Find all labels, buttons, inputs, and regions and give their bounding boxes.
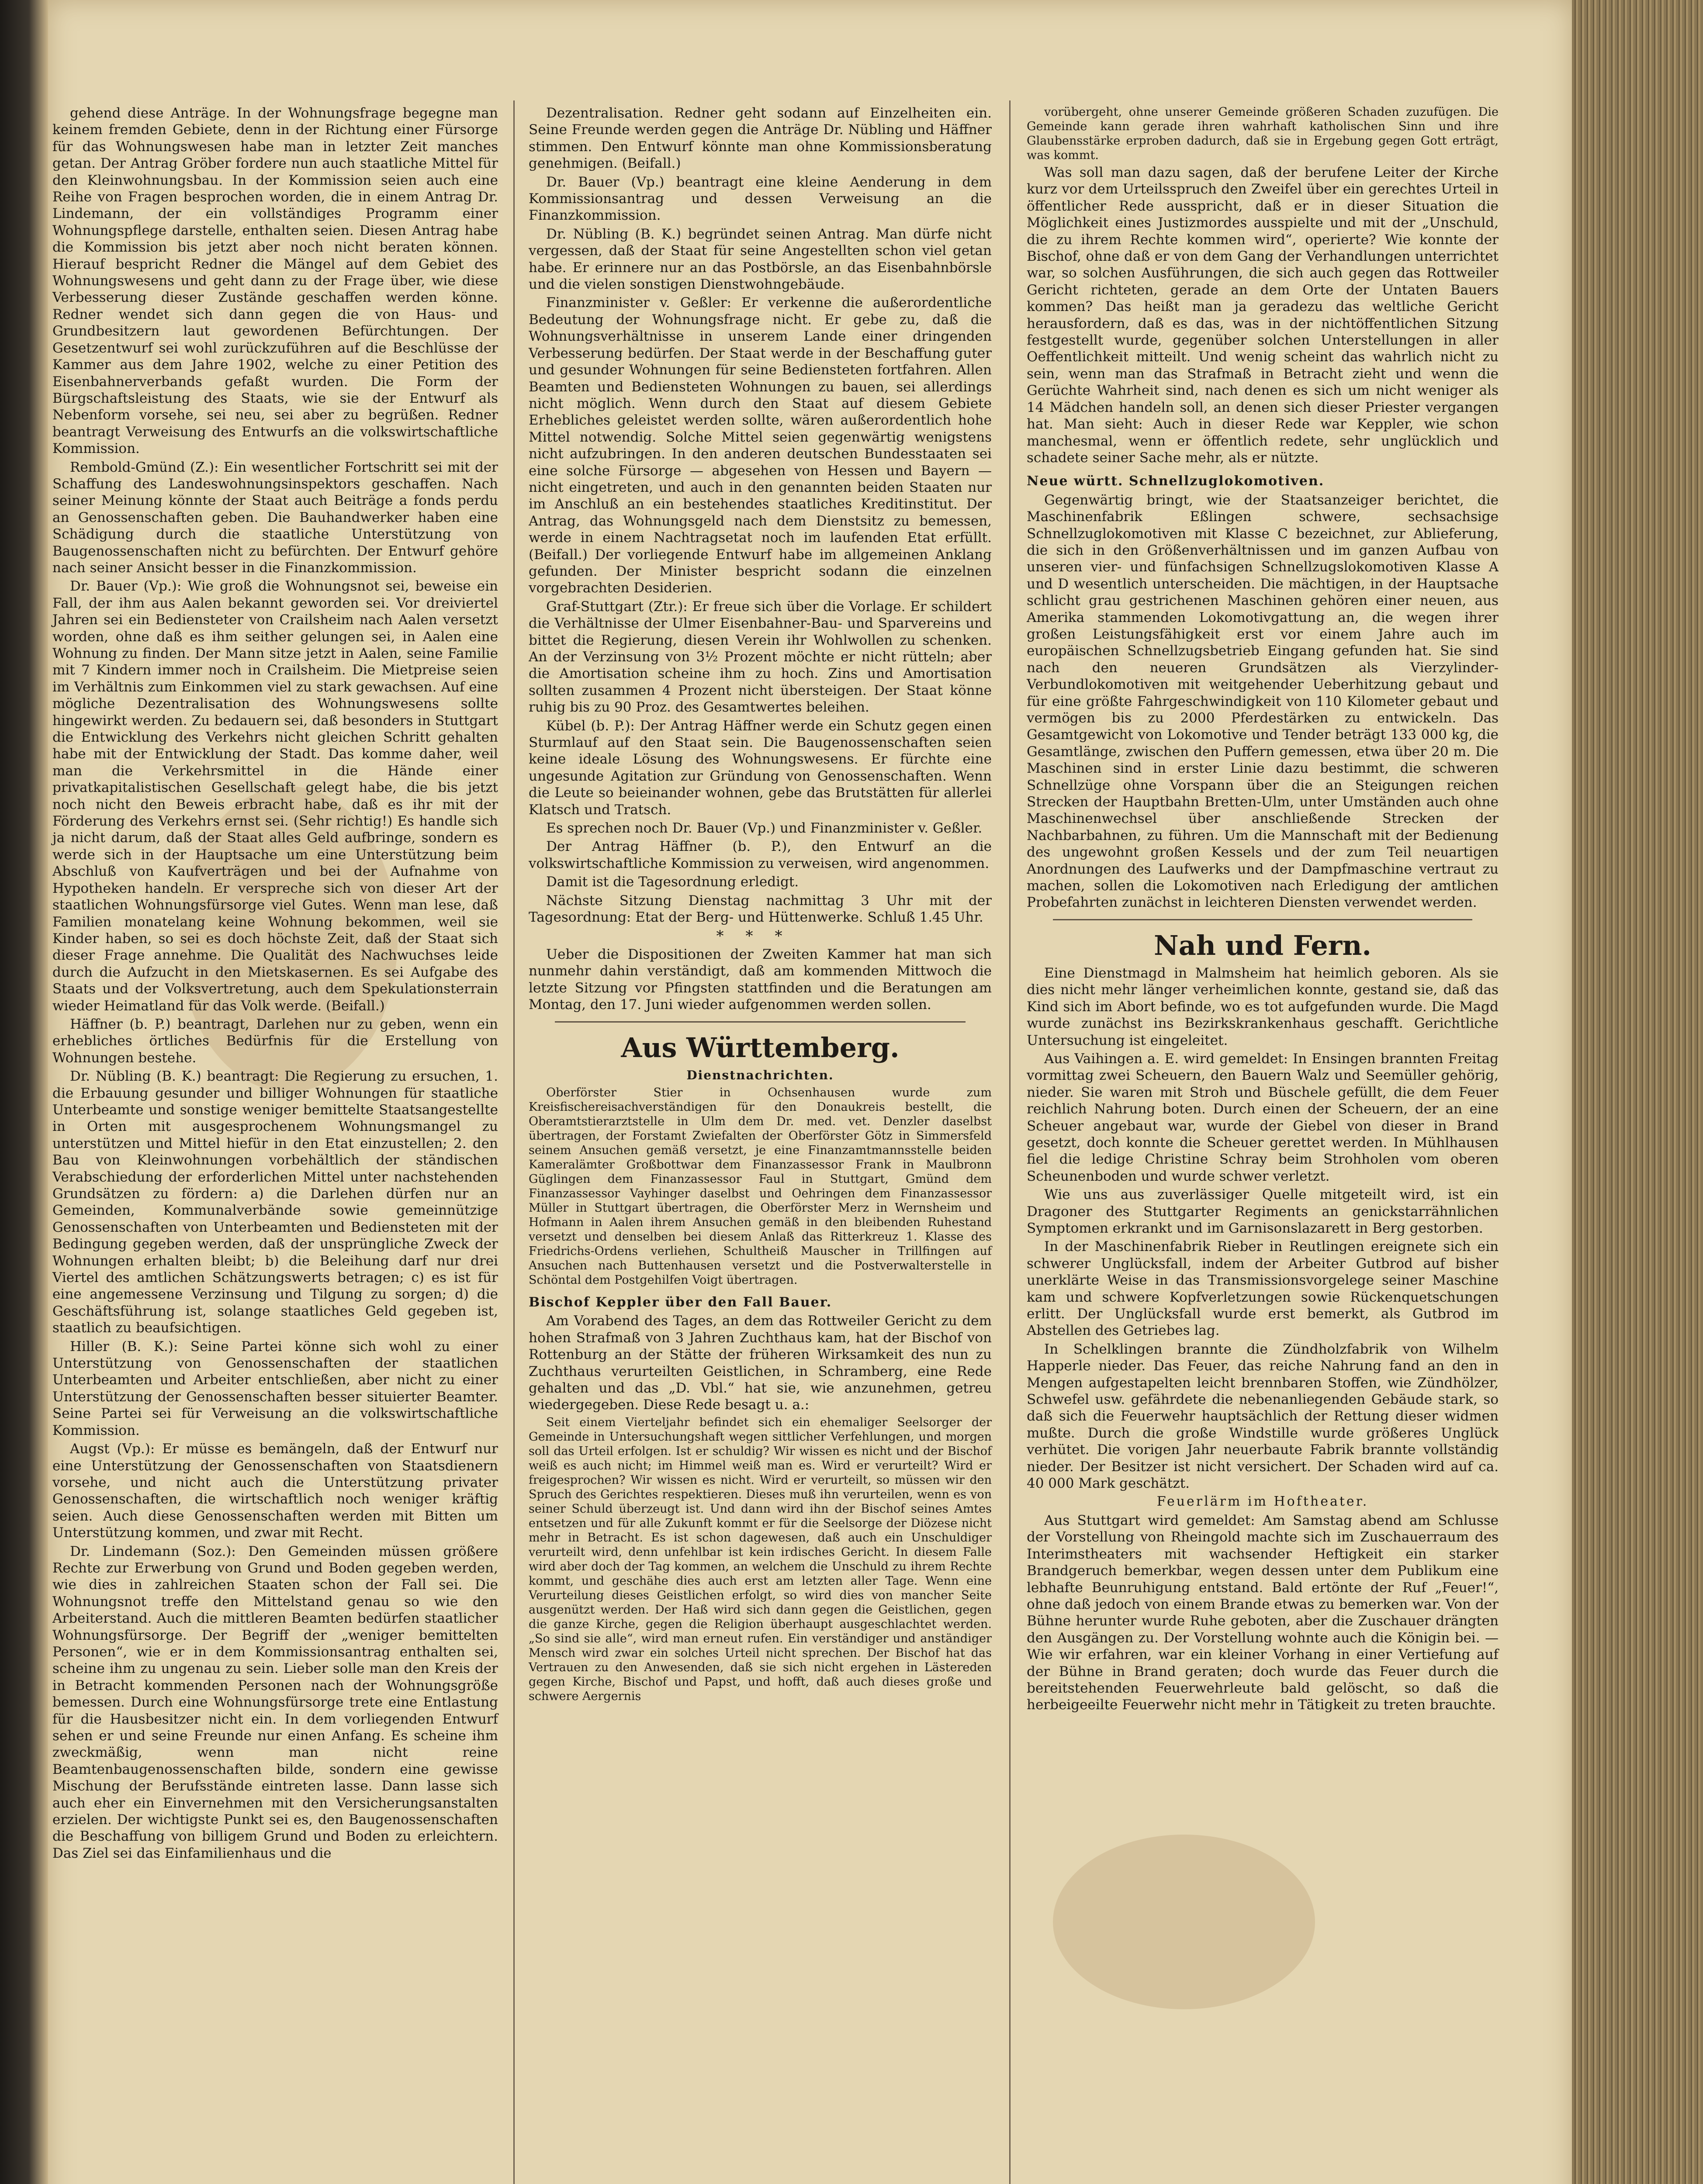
paragraph: Finanzminister v. Geßler: Er verkenne die außerordentliche Bedeutung der Wohnungsfrage nicht. Er gebe zu, daß die Wohnungsverhältnisse in unserem Lande einer dringenden Verbesserung bedürfen. Der Staat werde in der Beschaffung guter und gesunder Wohnungen für seine Bediensteten fortfahren. Allen Beamten und Bediensteten Wohnungen zu bauen, sei allerdings nicht möglich. Wenn durch den Staat auf diesem Gebiete Erhebliches geleistet werden sollte, wären außerordentlich hohe Mittel notwendig. Solche Mittel seien gegenwärtig wenigstens nicht aufzubringen. In den anderen deutschen Bundesstaaten sei eine solche Fürsorge — abgesehen von Hessen und Bayern — nicht eingetreten, und auch in den genannten beiden Staaten nur im Anschluß an ein bestehendes staatliches Kreditinstitut. Der Antrag, das Wohnungsgeld nach dem Dienstsitz zu bemessen, werde in einem Nachtragsetat noch im laufenden Etat erfüllt. (Beifall.) Der vorliegende Entwurf habe im allgemeinen Anklang gefunden. Der Minister bespricht sodann die einzelnen vorgebrachten Desiderien. [529, 295, 992, 596]
paragraph: In der Maschinenfabrik Rieber in Reutlingen ereignete sich ein schwerer Unglücksfall, indem der Arbeiter Gutbrod auf bisher unerklärte Weise in das Transmissionsvorgelege seiner Maschine kam und schwere Kopfverletzungen sowie Rückenquetschungen erlitt. Der Unglücksfall wurde erst bemerkt, als Gutbrod im Abstellen des Getriebes lag. [1027, 1239, 1499, 1339]
paragraph: Ueber die Dispositionen der Zweiten Kammer hat man sich nunmehr dahin verständigt, daß am kommenden Mittwoch die letzte Sitzung vor Pfingsten stattfinden und die Beratungen am Montag, den 17. Juni wieder aufgenommen werden sollen. [529, 946, 992, 1013]
paragraph: Dezentralisation. Redner geht sodann auf Einzelheiten ein. Seine Freunde werden gegen die Anträge Dr. Nübling und Häffner stimmen. Den Entwurf könnte man ohne Kommissionsberatung genehmigen. (Beifall.) [529, 105, 992, 172]
section-rule [1053, 919, 1472, 920]
column-3 [1027, 105, 1499, 1715]
paragraph: Der Antrag Häffner (b. P.), den Entwurf an die volkswirtschaftliche Kommission zu verweisen, wird angenommen. [529, 839, 992, 871]
article-title: Feuerlärm im Hoftheater. [1156, 1494, 1369, 1510]
section-heading: Nah und Fern. [1154, 929, 1371, 961]
paragraph: Es sprechen noch Dr. Bauer (Vp.) und Finanzminister v. Geßler. [546, 820, 983, 836]
paragraph: Oberförster Stier in Ochsenhausen wurde zum Kreisfischereisachverständigen für den Donaukreis bestellt, die Oberamtstierarztstelle in Ulm dem Dr. med. vet. Denzler daselbst übertragen, der Forstamt Zwiefalten der Oberförster Götz in Simmersfeld seinem Ansuchen gemäß versetzt, je eine Finanzamtmannsstelle beiden Kameralämter Großbottwar dem Finanzassessor Frank in Maulbronn Güglingen dem Finanzassessor Faul in Stuttgart, Gmünd dem Finanzassessor Vayhinger daselbst und Oehringen dem Finanzassessor Müller in Stuttgart übertragen, die Oberförster Merz in Wernsheim und Hofmann in Aalen ihrem Ansuchen gemäß in den bleibenden Ruhestand versetzt und denselben bei diesem Anlaß das Ritterkreuz 1. Klasse des Friedrichs-Ordens verliehen, Schultheiß Mauscher in Trillfingen auf Ansuchen nach Buttenhausen versetzt und die Postverwalterstelle in Schöntal dem Postgehilfen Voigt übertragen. [529, 1085, 992, 1287]
paragraph: Hiller (B. K.): Seine Partei könne sich wohl zu einer Unterstützung von Genossenschaften der staatlichen Unterbeamten und Arbeiter entschließen, aber nicht zu einer Unterstützung der Genossenschaften besser situierter Beamter. Seine Partei sei für Verweisung an die volkswirtschaftliche Kommission. [52, 1338, 498, 1438]
paper-stain [1053, 1835, 1315, 2009]
paragraph: Rembold-Gmünd (Z.): Ein wesentlicher Fortschritt sei mit der Schaffung des Landeswohnungsinspektors geschaffen. Nach seiner Meinung könnte der Staat auch Beiträge a fonds perdu an Genossenschaften geben. Die Bauhandwerker haben eine Schädigung durch die staatliche Unterstützung von Baugenossenschaften nicht zu befürchten. Der Entwurf gehöre nach seiner Ansicht besser in die Finanzkommission. [52, 459, 498, 576]
column-rule [1009, 100, 1011, 2184]
paragraph: Was soll man dazu sagen, daß der berufene Leiter der Kirche kurz vor dem Urteilsspruch den Zweifel über ein gerechtes Urteil in öffentlicher Rede ausspricht, daß er in dieser Situation die Möglichkeit eines Justizmordes ausspielte und mit der „Unschuld, die zu ihrem Rechte kommen wird“, operierte? Wie konnte der Bischof, ohne daß er von dem Gang der Verhandlungen unterrichtet war, so solchen Ausführungen, die sich auch gegen das Rottweiler Gericht richteten, gerade an dem Orte der Untaten Bauers kommen? Das heißt man ja geradezu das weltliche Gericht herausfordern, daß es das, was in der nichtöffentlichen Sitzung festgestellt wurde, gegenüber solchen Unterstellungen in aller Oeffentlichkeit mitteilt. Und wenig scheint das wahrlich nicht zu sein, wenn man das Strafmaß in Betracht zieht und wenn die Gerüchte Wahrheit sind, nach denen es sich um nicht weniger als 14 Mädchen handeln soll, an denen sich dieser Priester vergangen hat. Man sieht: Auch in dieser Rede war Keppler, wie schon manchesmal, wenn er öffentlich redete, sehr unglücklich und schadete seiner Sache mehr, als er nützte. [1027, 165, 1499, 466]
paragraph: Nächste Sitzung Dienstag nachmittag 3 Uhr mit der Tagesordnung: Etat der Berg- und Hüttenwerke. Schluß 1.45 Uhr. [529, 892, 992, 926]
paragraph: Dr. Nübling (B. K.) beantragt: Die Regierung zu ersuchen, 1. die Erbauung gesunder und billiger Wohnungen für staatliche Unterbeamte und sonstige weniger bemittelte Staatsangestellte in Orten mit ausgesprochenem Wohnungsmangel zu unterstützen und Mittel hiefür in den Etat einzustellen; 2. den Bau von Kleinwohnungen vorbehältlich der ständischen Verabschiedung der erforderlichen Mittel unter nachstehenden Grundsätzen zu fördern: a) die Darlehen dürfen nur an Gemeinden, Kommunalverbände sowie gemeinnützige Genossenschaften von Unterbeamten und Bediensteten mit der Bedingung gegeben werden, daß der unsprüngliche Zweck der Wohnungen erhalten bleibt; b) die Beleihung darf nur drei Viertel des amtlichen Schätzungswerts betragen; c) es ist für eine angemessene Verzinsung und Tilgung zu sorgen; d) die Geschäftsführung ist, solange staatliches Geld gegeben ist, staatlich zu beaufsichtigen. [52, 1068, 498, 1336]
paragraph: Dr. Nübling (B. K.) begründet seinen Antrag. Man dürfe nicht vergessen, daß der Staat für seine Angestellten schon viel getan habe. Er erinnere nur an das Postbörsle, an das Eisenbahnbörsle und die vielen sonstigen Dienstwohngebäude. [529, 226, 992, 293]
section-heading: Aus Württemberg. [621, 1031, 900, 1064]
paragraph: vorübergeht, ohne unserer Gemeinde größeren Schaden zuzufügen. Die Gemeinde kann gerade ihren wahrhaft katholischen Sinn und ihre Glaubensstärke erproben dadurch, daß sie in Ergebung gegen Gott erträgt, was kommt. [1027, 105, 1499, 162]
newspaper-page [48, 0, 1572, 2184]
paragraph: Aus Vaihingen a. E. wird gemeldet: In Ensingen brannten Freitag vormittag zwei Scheuern, den Bauern Walz und Seemüller gehörig, nieder. Sie waren mit Stroh und Büschele gefüllt, die dem Feuer reichlich Nahrung boten. Durch einen der Scheuern, der an eine Scheuer angebaut war, wurde der Giebel von dieser in Brand gesetzt, doch konnte die Scheuer gerettet werden. In Mühlhausen fiel die ledige Christine Schray beim Strohholen vom oberen Scheunenboden und wurde schwer verletzt. [1027, 1051, 1499, 1184]
paragraph: Damit ist die Tagesordnung erledigt. [546, 874, 799, 890]
paragraph: Gegenwärtig bringt, wie der Staatsanzeiger berichtet, die Maschinenfabrik Eßlingen schwere, sechsachsige Schnellzuglokomotiven mit Klasse C bezeichnet, zur Ablieferung, die sich in den Größenverhältnissen und im ganzen Aufbau von unseren vier- und fünfachsigen Schnellzugslokomotiven Klasse A und D wesentlich unterscheiden. Die mächtigen, in der Hauptsache schlicht grau gestrichenen Maschinen gehören einer neuen, aus Amerika stammenden Lokomotivgattung an, die wegen ihrer großen Leistungsfähigkeit erst vor einem Jahre auch im europäischen Schnellzugsbetrieb Eingang gefunden hat. Sie sind nach den neueren Grundsätzen als Vierzylinder-Verbundlokomotiven mit weitgehender Ueberhitzung gebaut und für eine größte Fahrgeschwindigkeit von 110 Kilometer gebaut und vermögen bis zu 2000 Pferdestärken zu entwickeln. Das Gesamtgewicht von Lokomotive und Tender beträgt 133 000 kg, die Gesamtlänge, zwischen den Puffern gemessen, etwa über 20 m. Die Maschinen sind in erster Linie dazu bestimmt, die schweren Schnellzüge ohne Vorspann über die an Steigungen reichen Strecken der Hauptbahn Bretten-Ulm, unter Umständen auch ohne Maschinenwechsel über anschließende Strecken der Nachbarbahnen, zu führen. Um die Mannschaft mit der Bedienung des ungewohnt großen Kessels und der zum Teil neuartigen Anordnungen des Laufwerks und der Dampfmaschine vertraut zu machen, sollen die Lokomotiven nach Erledigung der amtlichen Probefahrten zunächst in leichteren Diensten verwendet werden. [1027, 492, 1499, 911]
paragraph: Graf-Stuttgart (Ztr.): Er freue sich über die Vorlage. Er schildert die Verhältnisse der Ulmer Eisenbahner-Bau- und Sparvereins und bittet die Regierung, diesen Verein ihr Wohlwollen zu schenken. An der Verzinsung von 3½ Prozent möchte er nicht rütteln; aber die Amortisation scheine ihm zu hoch. Zins und Amortisation sollten zusammen 4 Prozent nicht übersteigen. Der Staat könne ruhig bis zu 90 Proz. des Gesamtwertes beleihen. [529, 598, 992, 715]
paragraph: In Schelklingen brannte die Zündholzfabrik von Wilhelm Happerle nieder. Das Feuer, das reiche Nahrung fand an den in Mengen aufgestapelten leicht brennbaren Stoffen, wie Zündhölzer, Schwefel usw. gefährdete die nebenanliegenden Gebäude stark, so daß sich die Feuerwehr hauptsächlich der Rettung dieser widmen mußte. Durch die große Windstille wurde größeres Unglück verhütet. Die vorigen Jahr neuerbaute Fabrik brannte vollständig nieder. Der Besitzer ist nicht versichert. Der Schaden wird auf ca. 40 000 Mark geschätzt. [1027, 1341, 1499, 1492]
paragraph: Kübel (b. P.): Der Antrag Häffner werde ein Schutz gegen einen Sturmlauf auf den Staat sein. Die Baugenossenschaften seien keine ideale Lösung des Wohnungswesens. Er fürchte eine ungesunde Agitation zur Gründung von Genossenschaften. Wenn die Leute so beieinander wohnen, gebe das Brutstätten für allerlei Klatsch und Tratsch. [529, 718, 992, 818]
column-rule [513, 100, 515, 2184]
article-title: Neue württ. Schnellzuglokomotiven. [1027, 473, 1325, 489]
section-divider-stars: *** [716, 927, 804, 945]
paragraph: Dr. Bauer (Vp.) beantragt eine kleine Aenderung in dem Kommissionsantrag und dessen Verweisung an die Finanzkommission. [529, 174, 992, 224]
paragraph: Wie uns aus zuverlässiger Quelle mitgeteilt wird, ist ein Dragoner des Stuttgarter Regiments an genickstarrähnlichen Symptomen erkrankt und im Garnisonslazarett in Berg gestorben. [1027, 1187, 1499, 1236]
column-1 [52, 105, 498, 1863]
paragraph: Dr. Lindemann (Soz.): Den Gemeinden müssen größere Rechte zur Erwerbung von Grund und Boden gegeben werden, wie dies in zahlreichen Staaten schon der Fall sei. Die Wohnungsnot treffe den Mittelstand genau so wie den Arbeiterstand. Auch die mittleren Beamten bedürfen staatlicher Wohnungsfürsorge. Der Begriff der „weniger bemittelten Personen“, wie er in dem Kommissionsantrag enthalten sei, scheine ihm zu ungenau zu sein. Lieber solle man den Kreis der in Betracht kommenden Personen nach der Wohnungsgröße bemessen. Durch eine Wohnungsfürsorge trete eine Entlastung für die Hausbesitzer nicht ein. In dem vorliegenden Entwurf sehen er und seine Freunde nur einen Anfang. Es scheine ihm zweckmäßig, wenn man nicht reine Beamtenbaugenossenschaften bilde, sondern eine gewisse Mischung der Berufsstände eintreten lasse. Dann lasse sich auch eher ein Einvernehmen mit den Versicherungsanstalten erzielen. Der wichtigste Punkt sei es, den Baugenossenschaften die Beschaffung von billigem Grund und Boden zu erleichtern. Das Ziel sei das Einfamilienhaus und die [52, 1543, 498, 1861]
article-title: Bischof Keppler über den Fall Bauer. [529, 1294, 832, 1310]
paragraph: Augst (Vp.): Er müsse es bemängeln, daß der Entwurf nur eine Unterstützung der Genossenschaften von Staatsdienern vorsehe, und nicht auch die Unterstützung privater Genossenschaften, die wirtschaftlich noch weniger kräftig seien. Auch diese Genossenschaften werden mit Bitten um Unterstützung kommen, und zwar mit Recht. [52, 1441, 498, 1541]
paragraph: Aus Stuttgart wird gemeldet: Am Samstag abend am Schlusse der Vorstellung von Rheingold machte sich im Zuschauerraum des Interimstheaters mit wachsender Heftigkeit ein starker Brandgeruch bemerkbar, wegen dessen unter dem Publikum eine lebhafte Beunruhigung entstand. Bald ertönte der Ruf „Feuer!“, ohne daß jedoch von einem Brande etwas zu bemerken war. Von der Bühne herunter wurde Ruhe geboten, aber die Zuschauer drängten den Ausgängen zu. Der Vorstellung wohnte auch die Königin bei. — Wie wir erfahren, war ein kleiner Vorhang in einer Vertiefung auf der Bühne in Brand geraten; doch wurde das Feuer durch die bereitstehenden Feuerwehrleute bald gelöscht, so daß die herbeigeeilte Feuerwehr nicht mehr in Tätigkeit zu treten brauchte. [1027, 1512, 1499, 1713]
book-spine [0, 0, 48, 2184]
section-rule [555, 1021, 966, 1023]
section-subheading: Dienstnachrichten. [686, 1068, 834, 1082]
paragraph: gehend diese Anträge. In der Wohnungsfrage begegne man keinem fremden Gebiete, denn in der Richtung einer Fürsorge für das Wohnungswesen habe man in letzter Zeit manches getan. Der Antrag Gröber fordere nun auch staatliche Mittel für den Kleinwohnungsbau. In der Kommission seien auch eine Reihe von Fragen besprochen worden, die in einem Antrag Dr. Lindemann, der ein vollständiges Programm einer Wohnungspflege darstelle, enthalten seien. Diesen Antrag habe die Kommission bis jetzt aber noch nicht beraten können. Hierauf bespricht Redner die Mängel auf dem Gebiet des Wohnungswesens und geht dann zu der Frage über, wie diese Verbesserung dieser Zustände geschaffen werden könne. Redner wendet sich dann gegen die von Haus- und Grundbesitzern laut gewordenen Befürchtungen. Der Gesetzentwurf sei wohl zurückzuführen auf die Beschlüsse der Kammer aus dem Jahre 1902, welche zu einer Petition des Eisenbahnerverbands gefaßt wurden. Die Form der Bürgschaftsleistung des Staats, wie sie der Entwurf als Nebenform vorsehe, sei neu, sei aber zu begrüßen. Redner beantragt Verweisung des Entwurfs an die volkswirtschaftliche Kommission. [52, 105, 498, 457]
column-2 [529, 105, 992, 1705]
paragraph: Dr. Bauer (Vp.): Wie groß die Wohnungsnot sei, beweise ein Fall, der ihm aus Aalen bekannt geworden sei. Vor dreiviertel Jahren sei ein Bediensteter von Crailsheim nach Aalen versetzt worden, ohne daß es ihm seither gelungen sei, in Aalen eine Wohnung zu finden. Der Mann sitze jetzt in Aalen, seine Familie mit 7 Kindern immer noch in Crailsheim. Die Mietpreise seien im Verhältnis zum Einkommen viel zu stark gewachsen. Auf eine mögliche Dezentralisation des Wohnungswesens sollte hingewirkt werden. Zu bedauern sei, daß besonders in Stuttgart die Entwicklung des Verkehrs nicht gleichen Schritt gehalten habe mit der Entwicklung der Stadt. Das komme daher, weil man die Verkehrsmittel in die Hände einer privatkapitalistischen Gesellschaft gelegt habe, die bis jetzt noch nicht den Beweis erbracht habe, daß es ihr mit der Förderung des Verkehrs ernst sei. (Sehr richtig!) Es handle sich ja nicht darum, daß der Staat alles Geld aufbringe, sondern es werde sich in der Hauptsache um eine Unterstützung beim Abschluß von Kaufverträgen und bei der Aufnahme von Hypotheken handeln. Er verspreche sich von dieser Art der staatlichen Wohnungsfürsorge viel Gutes. Wenn man lese, daß Familien monatelang keine Wohnung bekommen, weil sie Kinder haben, so sei es doch höchste Zeit, daß der Staat sich dieser Frage annehme. Die Qualität des Nachwuchses leide durch die Aufzucht in den Mietskasernen. Es sei Aufgabe des Staats und der Volksvertretung, auch dem Spekulationsterrain wieder Heimatland für das Volk werde. (Beifall.) [52, 578, 498, 1014]
paragraph: Eine Dienstmagd in Malmsheim hat heimlich geboren. Als sie dies nicht mehr länger verheimlichen konnte, gestand sie, daß das Kind sich im Abort befinde, wo es tot aufgefunden wurde. Die Magd wurde zunächst ins Bezirkskrankenhaus geschafft. Gerichtliche Untersuchung ist eingeleitet. [1027, 965, 1499, 1048]
paragraph: Am Vorabend des Tages, an dem das Rottweiler Gericht zu dem hohen Strafmaß von 3 Jahren Zuchthaus kam, hat der Bischof von Rottenburg an der Stätte der früheren Wirksamkeit des nun zu Zuchthaus verurteilten Geistlichen, in Schramberg, eine Rede gehalten und das „D. Vbl.“ hat sie, wie anzunehmen, getreu wiedergegeben. Diese Rede besagt u. a.: [529, 1313, 992, 1413]
paragraph: Seit einem Vierteljahr befindet sich ein ehemaliger Seelsorger der Gemeinde in Untersuchungshaft wegen sittlicher Verfehlungen, und morgen soll das Urteil erfolgen. Ist er schuldig? Wir wissen es nicht und der Bischof weiß es auch nicht; im Himmel weiß man es. Wird er verurteilt? Wird er freigesprochen? Wir wissen es nicht. Wird er verurteilt, so müssen wir den Spruch des Gerichtes respektieren. Dieses muß ihn verurteilen, wenn es von seiner Schuld überzeugt ist. Und dann wird ihn der Bischof seines Amtes entsetzen und für alle Zukunft kommt er für die Seelsorge der Diözese nicht mehr in Betracht. Es ist schon dagewesen, daß auch ein Unschuldiger verurteilt wird, denn unfehlbar ist kein irdisches Gericht. In diesem Falle wird aber doch der Tag kommen, an welchem die Unschuld zu ihrem Rechte kommt, und geschähe dies auch erst am letzten aller Tage. Wenn eine Verurteilung dieses Geistlichen erfolgt, so wird dies von mancher Seite ausgenützt werden. Der Haß wird sich dann gegen die Geistlichen, gegen die ganze Kirche, gegen die Religion überhaupt ausgeschlachtet werden. „So sind sie alle“, wird man erneut rufen. Ein verständiger und anständiger Mensch wird zwar ein solches Urteil nicht sprechen. Der Bischof hat das Vertrauen zu den Anwesenden, daß sie sich nicht ergehen in Lästereden gegen Kirche, Bischof und Papst, und hofft, daß auch dieses große und schwere Aergernis [529, 1415, 992, 1703]
page-stack-edge [1572, 0, 1703, 2184]
paragraph: Häffner (b. P.) beantragt, Darlehen nur zu geben, wenn ein erhebliches örtliches Bedürfnis für die Erstellung von Wohnungen bestehe. [52, 1016, 498, 1066]
